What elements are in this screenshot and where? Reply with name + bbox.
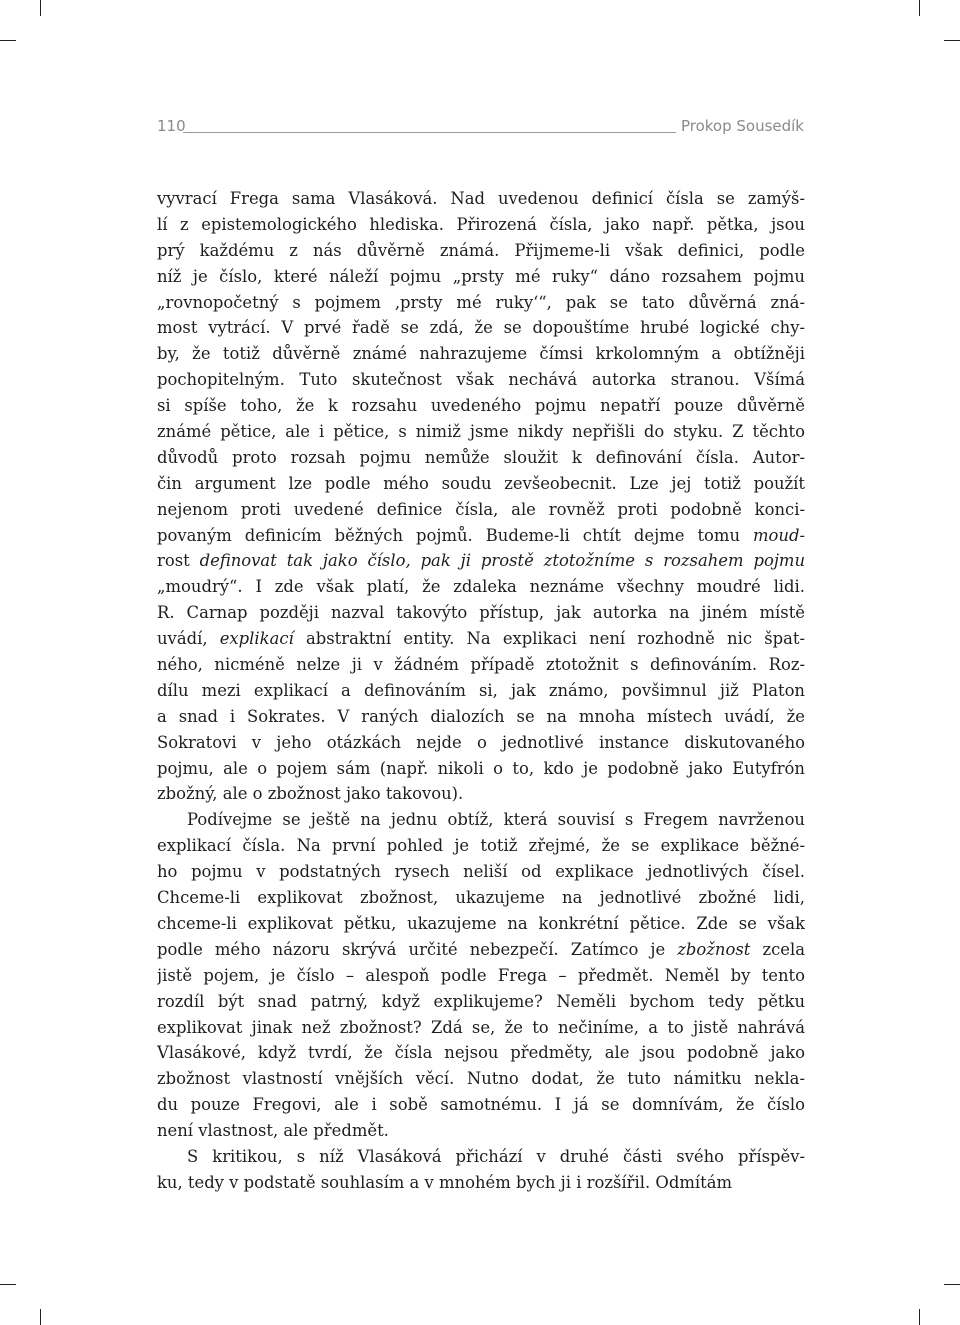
text-line bbox=[157, 238, 805, 264]
text-segment: není vlastnost, ale předmět. bbox=[157, 1121, 389, 1141]
text-segment: zbožný, ale o zbožnost jako takovou). bbox=[157, 784, 464, 804]
text-line bbox=[157, 1170, 805, 1196]
text-line bbox=[157, 989, 805, 1015]
text-segment: abstraktní entity. Na explikaci není rozhodně nic špat- bbox=[293, 629, 805, 649]
text-line bbox=[157, 574, 805, 600]
text-segment: prý každému z nás důvěrně známá. Přijmeme-li však definici, podle bbox=[157, 240, 805, 260]
text-line bbox=[157, 937, 805, 963]
text-line bbox=[157, 652, 805, 678]
crop-mark-bottom-right-horizontal bbox=[944, 1284, 960, 1285]
text-line bbox=[157, 859, 805, 885]
text-segment: čin argument lze podle mého soudu zevšeobecnit. Lze jej totiž použít bbox=[157, 473, 805, 493]
text-line bbox=[157, 600, 805, 626]
text-segment: du pouze Fregovi, ale i sobě samotnému. I já se domnívám, že číslo bbox=[157, 1095, 805, 1115]
text-segment: rozdíl být snad patrný, když explikujeme? Neměli bychom tedy pětku bbox=[157, 991, 805, 1011]
text-line bbox=[157, 756, 805, 782]
text-line bbox=[157, 1066, 805, 1092]
page-number: 110 bbox=[157, 117, 186, 135]
text-line bbox=[157, 704, 805, 730]
text-line bbox=[157, 730, 805, 756]
italic-text: moud- bbox=[753, 525, 805, 545]
crop-mark-top-right-horizontal bbox=[944, 40, 960, 41]
text-segment: povaným definicím běžných pojmů. Budeme-li chtít dejme tomu bbox=[157, 525, 753, 545]
text-segment: podle mého názoru skrývá určité nebezpečí. Zatímco je bbox=[157, 939, 678, 959]
paragraph bbox=[157, 1144, 805, 1196]
text-segment: ku, tedy v podstatě souhlasím a v mnohém bych ji i rozšířil. Odmítám bbox=[157, 1172, 733, 1192]
text-line bbox=[157, 523, 805, 549]
text-segment: nejenom proti uvedené definice čísla, ale rovněž proti podobně konci- bbox=[157, 499, 805, 519]
text-line bbox=[157, 678, 805, 704]
text-line bbox=[157, 264, 805, 290]
text-line bbox=[157, 186, 805, 212]
text-line bbox=[157, 212, 805, 238]
crop-mark-top-right-vertical bbox=[919, 0, 920, 16]
text-segment: Chceme-li explikovat zbožnost, ukazujeme na jednotlivé zbožné lidi, bbox=[157, 888, 805, 908]
crop-mark-bottom-left-vertical bbox=[40, 1309, 41, 1325]
text-segment: explikovat jinak než zbožnost? Zdá se, že to nečiníme, a to jistě nahrává bbox=[157, 1017, 805, 1037]
text-line bbox=[157, 548, 805, 574]
italic-text: zbožnost bbox=[677, 939, 751, 959]
crop-mark-bottom-left-horizontal bbox=[0, 1284, 16, 1285]
text-segment: zcela bbox=[750, 939, 805, 959]
header-rule bbox=[183, 132, 676, 133]
text-line bbox=[157, 341, 805, 367]
text-line bbox=[157, 445, 805, 471]
crop-mark-top-left-horizontal bbox=[0, 40, 16, 41]
text-segment: Podívejme se ještě na jednu obtíž, která souvisí s Fregem navrženou bbox=[187, 810, 805, 830]
text-segment: R. Carnap později nazval takovýto přístup, jak autorka na jiném místě bbox=[157, 603, 805, 623]
text-segment: Sokratovi v jeho otázkách nejde o jednotlivé instance diskutovaného bbox=[157, 732, 805, 752]
running-header bbox=[157, 115, 804, 137]
text-line bbox=[157, 807, 805, 833]
text-line bbox=[157, 963, 805, 989]
text-line bbox=[157, 885, 805, 911]
text-segment: vyvrací Frega sama Vlasáková. Nad uvedenou definicí čísla se zamýš- bbox=[157, 189, 805, 208]
text-segment: „rovnopočetný s pojmem ‚prsty mé ruky‘“, pak se tato důvěrná zná- bbox=[157, 292, 805, 312]
text-segment: si spíše toho, že k rozsahu uvedeného pojmu nepatří pouze důvěrně bbox=[157, 396, 805, 416]
text-segment: lí z epistemologického hlediska. Přirozená čísla, jako např. pětka, jsou bbox=[157, 214, 805, 234]
crop-mark-top-left-vertical bbox=[40, 0, 41, 16]
italic-text: explikací bbox=[219, 629, 294, 649]
running-header-author: Prokop Sousedík bbox=[680, 117, 804, 135]
crop-mark-bottom-right-vertical bbox=[919, 1309, 920, 1325]
text-line bbox=[157, 471, 805, 497]
text-segment: ho pojmu v podstatných rysech neliší od explikace jednotlivých čísel. bbox=[157, 862, 805, 882]
text-line bbox=[157, 781, 805, 807]
page-body bbox=[157, 186, 805, 1196]
text-segment: by, že totiž důvěrně známé nahrazujeme čímsi krkolomným a obtížněji bbox=[157, 344, 805, 364]
text-line bbox=[157, 290, 805, 316]
text-segment: pochopitelným. Tuto skutečnost však nechává autorka stranou. Všímá bbox=[157, 370, 805, 390]
text-line bbox=[157, 1118, 805, 1144]
paragraph bbox=[157, 186, 805, 807]
text-segment: a snad i Sokrates. V raných dialozích se na mnoha místech uvádí, že bbox=[157, 706, 805, 726]
text-segment: jistě pojem, je číslo – alespoň podle Frega – předmět. Neměl by tento bbox=[157, 965, 805, 985]
paragraph bbox=[157, 807, 805, 1144]
text-line bbox=[157, 419, 805, 445]
text-segment: S kritikou, s níž Vlasáková přichází v druhé části svého příspěv- bbox=[187, 1146, 805, 1166]
italic-text: definovat tak jako číslo, pak ji prostě ztotožníme s rozsahem pojmu bbox=[189, 551, 805, 571]
text-segment: most vytrácí. V prvé řadě se zdá, že se dopouštíme hrubé logické chy- bbox=[157, 318, 805, 338]
text-line bbox=[157, 1144, 805, 1170]
text-segment: dílu mezi explikací a definováním si, jak známo, povšimnul již Platon bbox=[157, 680, 805, 700]
text-segment: explikací čísla. Na první pohled je totiž zřejmé, že se explikace běžné- bbox=[157, 836, 805, 856]
text-segment: Vlasákové, když tvrdí, že čísla nejsou předměty, ale jsou podobně jako bbox=[157, 1043, 805, 1063]
text-segment: níž je číslo, které náleží pojmu „prsty mé ruky“ dáno rozsahem pojmu bbox=[157, 266, 805, 286]
text-line bbox=[157, 1092, 805, 1118]
text-segment: uvádí, bbox=[157, 629, 220, 649]
text-segment: pojmu, ale o pojem sám (např. nikoli o to, kdo je podobně jako Eutyfrón bbox=[157, 758, 805, 778]
text-line bbox=[157, 315, 805, 341]
text-line bbox=[157, 367, 805, 393]
text-line bbox=[157, 833, 805, 859]
text-segment: důvodů proto rozsah pojmu nemůže sloužit k definování čísla. Autor- bbox=[157, 447, 805, 467]
text-segment: chceme-li explikovat pětku, ukazujeme na konkrétní pětice. Zde se však bbox=[157, 913, 805, 933]
text-line bbox=[157, 393, 805, 419]
text-segment: známé pětice, ale i pětice, s nimiž jsme nikdy nepřišli do styku. Z těchto bbox=[157, 422, 805, 442]
text-line bbox=[157, 911, 805, 937]
text-line bbox=[157, 497, 805, 523]
text-segment: ného, nicméně nelze ji v žádném případě ztotožnit s definováním. Roz- bbox=[157, 655, 805, 675]
text-line bbox=[157, 626, 805, 652]
text-line bbox=[157, 1040, 805, 1066]
text-segment: „moudrý“. I zde však platí, že zdaleka neznáme všechny moudré lidi. bbox=[157, 577, 805, 597]
text-line bbox=[157, 1015, 805, 1041]
text-segment: zbožnost vlastností vnějších věcí. Nutno dodat, že tuto námitku nekla- bbox=[157, 1069, 805, 1089]
text-segment: rost bbox=[157, 551, 190, 571]
